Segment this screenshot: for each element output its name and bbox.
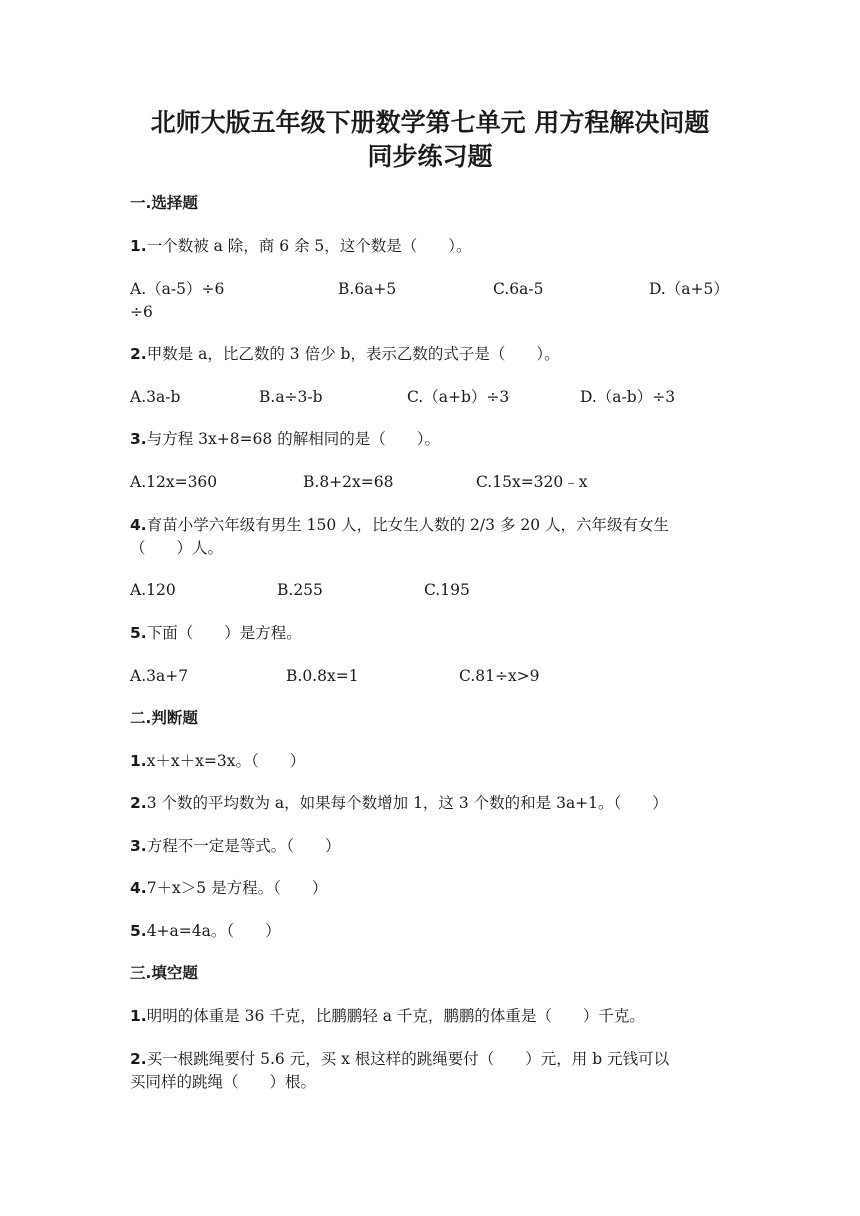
question-number: 1.	[130, 1007, 147, 1025]
choice-q2	[130, 343, 560, 365]
judge-q5	[130, 920, 281, 942]
choice-q3	[130, 428, 440, 450]
judge-q1	[130, 750, 305, 772]
choice-q1-option-b: B.6a+5	[338, 280, 397, 298]
choice-q1-option-d-cont: ÷6	[130, 303, 153, 321]
question-text: 下面（ ）是方程。	[146, 624, 302, 642]
judge-q3	[130, 835, 340, 857]
choice-q5-option-a: A.3a+7	[130, 667, 189, 685]
choice-q1-option-d: D.（a+5）	[649, 280, 729, 298]
question-number: 3.	[130, 837, 147, 855]
question-text: 方程不一定是等式。（ ）	[146, 837, 341, 855]
choice-q2-option-b: B.a÷3-b	[259, 388, 323, 406]
section-heading-judge: 二.判断题	[130, 709, 198, 727]
question-number: 4.	[130, 516, 147, 534]
choice-q1-option-a: A.（a-5）÷6	[130, 280, 225, 298]
choice-q5-option-c: C.81÷x>9	[459, 667, 540, 685]
fill-q2-line1	[130, 1048, 669, 1070]
choice-q4-option-c: C.195	[424, 581, 470, 599]
question-text: 与方程 3x+8=68 的解相同的是（ ）。	[146, 430, 440, 448]
question-number: 2.	[130, 1050, 147, 1068]
choice-q1	[130, 235, 472, 257]
question-number: 5.	[130, 922, 147, 940]
question-text: x＋x＋x=3x。（ ）	[146, 752, 306, 770]
question-number: 5.	[130, 624, 147, 642]
choice-q5	[130, 622, 302, 644]
section-heading-choice: 一.选择题	[130, 194, 198, 212]
choice-q4-option-b: B.255	[277, 581, 323, 599]
question-text: 甲数是 a，比乙数的 3 倍少 b，表示乙数的式子是（ ）。	[146, 345, 560, 363]
choice-q1-option-c: C.6a-5	[493, 280, 544, 298]
choice-q3-option-b: B.8+2x=68	[303, 473, 394, 491]
question-text: 3 个数的平均数为 a，如果每个数增加 1，这 3 个数的和是 3a+1。（ ）	[146, 794, 668, 812]
section-heading-fill: 三.填空题	[130, 964, 198, 982]
fill-q2-line2: 买同样的跳绳（ ）根。	[130, 1073, 317, 1091]
judge-q4	[130, 877, 327, 899]
choice-q2-option-a: A.3a-b	[130, 388, 181, 406]
question-number: 2.	[130, 345, 147, 363]
judge-q2	[130, 792, 668, 814]
question-number: 4.	[130, 879, 147, 897]
document-title-line1: 北师大版五年级下册数学第七单元 用方程解决问题	[150, 108, 710, 137]
question-number: 3.	[130, 430, 147, 448]
choice-q3-option-a: A.12x=360	[130, 473, 218, 491]
choice-q2-option-c: C.（a+b）÷3	[407, 388, 510, 406]
choice-q4-option-a: A.120	[130, 581, 176, 599]
question-text: 7＋x＞5 是方程。（ ）	[146, 879, 328, 897]
choice-q4-line2: （ ）人。	[130, 539, 224, 557]
choice-q4-line1	[130, 514, 669, 536]
question-text: 4+a=4a。（ ）	[146, 922, 281, 940]
fill-q1	[130, 1005, 645, 1027]
choice-q5-option-b: B.0.8x=1	[286, 667, 359, 685]
choice-q3-option-c: C.15x=320﹣x	[476, 473, 588, 491]
question-text: 育苗小学六年级有男生 150 人，比女生人数的 2/3 多 20 人，六年级有女生	[146, 516, 670, 534]
question-text: 明明的体重是 36 千克，比鹏鹏轻 a 千克，鹏鹏的体重是（ ）千克。	[146, 1007, 645, 1025]
question-number: 1.	[130, 237, 147, 255]
choice-q2-option-d: D.（a-b）÷3	[580, 388, 676, 406]
question-text: 一个数被 a 除，商 6 余 5，这个数是（ ）。	[146, 237, 472, 255]
question-text: 买一根跳绳要付 5.6 元，买 x 根这样的跳绳要付（ ）元，用 b 元钱可以	[146, 1050, 670, 1068]
question-number: 1.	[130, 752, 147, 770]
document-title-line2: 同步练习题	[367, 142, 493, 171]
question-number: 2.	[130, 794, 147, 812]
